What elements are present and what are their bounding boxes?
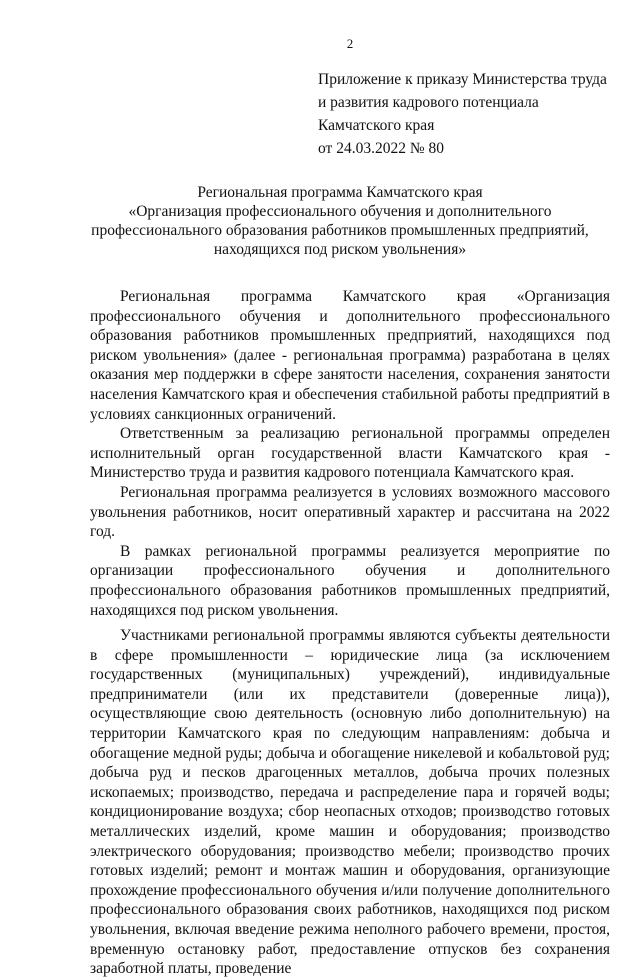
paragraph-program-purpose: Региональная программа Камчатского края «Организация профессионального обучения и дополнительного профессионального образования работников промышленных предприятий, находящихся под риском увольнения» (далее - региональная программа) разработана в целях оказания мер поддержки в сфере занятости населения, сохранения занятости населения Камчатского края и обеспечения стабильной работы предприятий в условиях санкционных ограничений.: [90, 288, 610, 423]
appendix-line: Приложение к приказу Министерства труда: [318, 71, 607, 88]
program-title: [90, 183, 590, 259]
appendix-line: и развития кадрового потенциала: [318, 94, 539, 111]
appendix-line: Камчатского края: [318, 117, 435, 134]
appendix-block: [318, 68, 618, 160]
paragraph-measure: В рамках региональной программы реализуется мероприятие по организации профессионального обучения и дополнительного профессионального образования работников промышленных предприятий, находящихся под риском увольнения.: [90, 542, 610, 619]
paragraph-responsible: Ответственным за реализацию региональной программы определен исполнительный орган государственной власти Камчатского края - Министерство труда и развития кадрового потенциала Камчатского края.: [90, 425, 610, 482]
program-title-line: «Организация профессионального обучения и дополнительного: [128, 203, 552, 220]
document-body: [90, 287, 610, 979]
paragraph-conditions: Региональная программа реализуется в условиях возможного массового увольнения работников, носит оперативный характер и рассчитана на 2022 год.: [90, 483, 610, 541]
appendix-date-line: от 24.03.2022 № 80: [318, 140, 444, 157]
paragraph-participants: Участниками региональной программы являются субъекты деятельности в сфере промышленности – юридические лица (за исключением государственных (муниципальных) учреждений), индивидуальные предприниматели (или их представители (доверенные лица)), осуществляющие свою деятельность (основную либо дополнительную) на территории Камчатского края по следующим направлениям: добыча и обогащение медной руды; добыча и обогащение никелевой и кобальтовой руд; добыча руд и песков драгоценных металлов, добыча прочих полезных ископаемых; производство, передача и распределение пара и горячей воды; кондиционирование воздуха; сбор неопасных отходов; производство готовых металлических изделий, кроме машин и оборудования; производство электрического оборудования; производство мебели; производство прочих готовых изделий; ремонт и монтаж машин и оборудования, организующие прохождение профессионального обучения и/или получение дополнительного профессионального образования своих работников, находящихся под риском увольнения, включая введение режима неполного рабочего времени, простоя, временную остановку работ, предоставление отпусков без сохранения заработной платы, проведение: [90, 627, 610, 978]
program-title-line: находящихся под риском увольнения»: [213, 241, 467, 258]
page-number: 2: [346, 36, 354, 51]
program-title-line: профессионального образования работников промышленных предприятий,: [91, 222, 589, 239]
program-title-line: Региональная программа Камчатского края: [197, 184, 483, 201]
